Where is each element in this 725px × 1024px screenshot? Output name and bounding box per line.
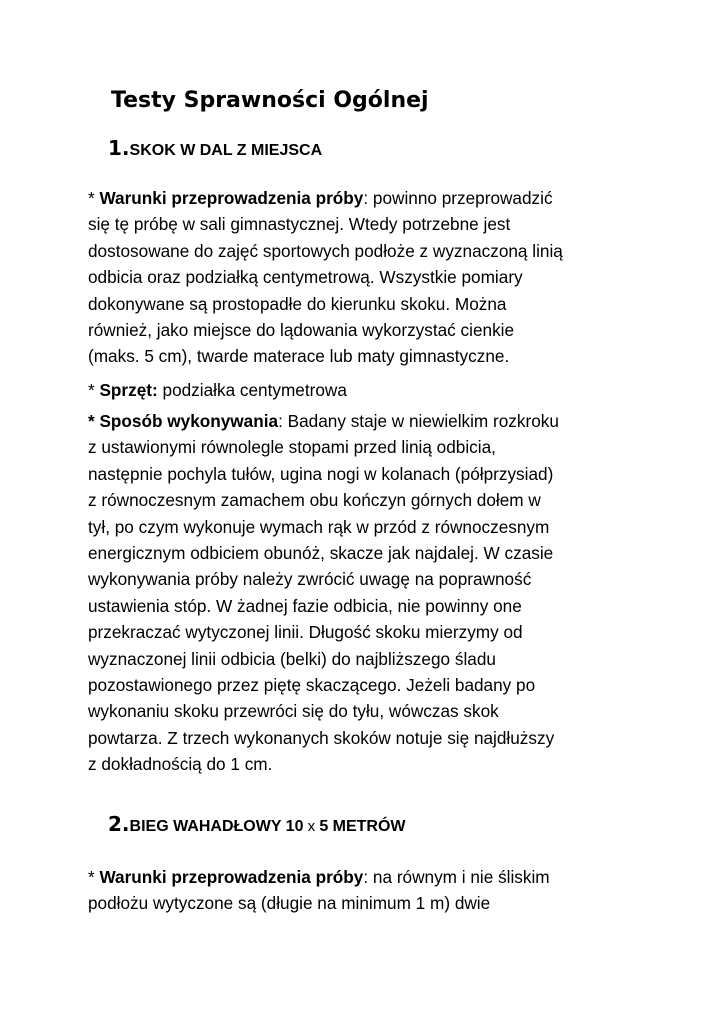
document-title: Testy Sprawności Ogólnej [111,88,429,113]
paragraph-text: : Badany staje w niewielkim rozkroku z ustawionymi równolegle stopami przed linią odbicia, następnie pochyla tułów, ugina nogi w kolanach (półprzysiad) z równoczesnym zamachem obu kończyn górnych dołem w tył, po czym wykonuje wymach rąk w przód z równoczesnym energicznym odbiciem obunóż, skacze jak najdalej. W czasie wykonywania próby należy zwrócić uwagę na poprawność ustawienia stóp. W żadnej fazie odbicia, nie powinny one przekraczać wytyczonej linii. Długość skoku mierzymy od wyznaczonej linii odbicia (belki) do najbliższego śladu pozostawionego przez piętę skaczącego. Jeżeli badany po wykonaniu skoku przewróci się do tyłu, wówczas skok powtarza. Z trzech wykonanych skoków notuje się najdłuższy z dokładnością do 1 cm. [88,411,559,775]
paragraph-method [88,408,648,778]
section-heading-1 [108,135,322,164]
section-number: 2. [108,812,130,836]
paragraph-label: Sprzęt: [99,380,158,400]
section-heading-multiplier: x [303,818,320,835]
paragraph-text: : powinno przeprowadzić się tę próbę w sali gimnastycznej. Wtedy potrzebne jest dostosowane do zajęć sportowych podłoże z wyznaczoną linią odbicia oraz podziałką centymetrową. Wszystkie pomiary dokonywane są prostopadłe do kierunku skoku. Można również, jako miejsce do lądowania wykorzystać cienkie (maks. 5 cm), twarde materace lub maty gimnastyczne. [88,188,563,367]
paragraph-label: Warunki przeprowadzenia próby [99,867,364,887]
section-heading-text-end: 5 METRÓW [319,818,406,835]
section-heading-text: BIEG WAHADŁOWY 10 [129,818,304,835]
section-number: 1. [108,136,130,160]
paragraph-conditions [88,185,648,370]
paragraph-text: podziałka centymetrowa [157,380,347,400]
paragraph-equipment [88,377,648,403]
bullet-marker: * [88,188,100,208]
bullet-marker: * [88,411,100,431]
paragraph-label: Warunki przeprowadzenia próby [99,188,364,208]
bullet-marker: * [88,380,100,400]
paragraph-label: Sposób wykonywania [99,411,279,431]
section-heading-text: SKOK W DAL Z MIEJSCA [129,142,323,159]
section-heading-2 [108,811,406,840]
paragraph-conditions-2 [88,864,648,917]
bullet-marker: * [88,867,100,887]
paragraph-text: : na równym i nie śliskim podłożu wytyczone są (długie na minimum 1 m) dwie [88,867,550,914]
